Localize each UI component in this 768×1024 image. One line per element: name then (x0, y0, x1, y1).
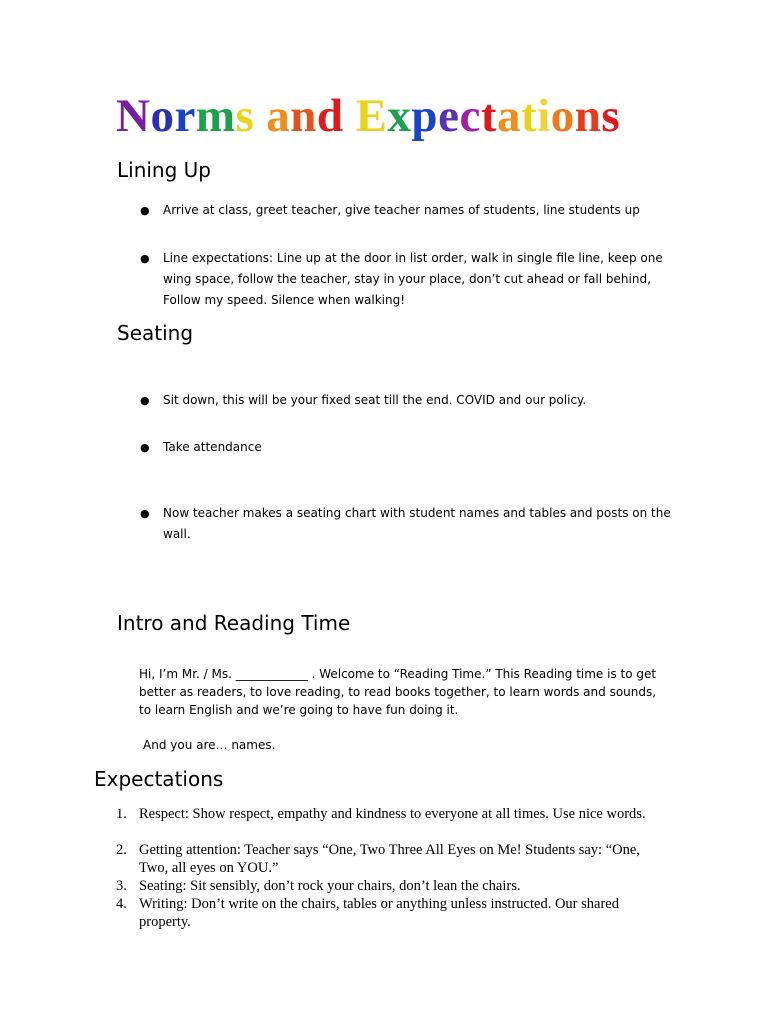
title-letter: o (550, 90, 575, 142)
bullet-icon: ● (140, 394, 150, 407)
bullet-icon: ● (140, 507, 150, 520)
list-item-text: Seating: Sit sensibly, don’t rock your chairs, don’t lean the chairs. (139, 878, 521, 894)
list-item-text: Take attendance (163, 440, 262, 454)
title-letter: c (459, 90, 481, 142)
title-letter: o (150, 90, 175, 142)
list-item (116, 841, 664, 877)
title-letter: s (601, 90, 621, 142)
section-heading-seating: Seating (117, 321, 194, 345)
bullet-icon: ● (140, 252, 150, 265)
list-item (140, 248, 673, 311)
title-letter: p (411, 90, 439, 142)
list-item-text: Getting attention: Teacher says “One, Two Three All Eyes on Me! Students say: “One, Two, all eyes on YOU.” (139, 842, 640, 876)
intro-paragraph: Hi, I’m Mr. / Ms. ____________ . Welcome to “Reading Time.” This Reading time is to get better as readers, to love reading, to read books together, to learn words and sounds, to learn English and we’re going to have fun doing it. (139, 667, 657, 717)
list-item (116, 877, 664, 895)
list-item (116, 895, 664, 931)
page-title (116, 86, 620, 146)
title-letter: s (235, 90, 255, 142)
list-item-text: Line expectations: Line up at the door in list order, walk in single file line, keep one wing space, follow the teacher, stay in your place, don’t cut ahead or fall behind, Follow my speed. Silence when walking! (163, 251, 663, 307)
list-item (116, 805, 664, 823)
title-letter: E (355, 90, 388, 142)
bullet-icon: ● (140, 204, 150, 217)
title-letter: e (438, 90, 460, 142)
title-letter: d (316, 90, 344, 142)
list-item-number: 4. (116, 896, 127, 912)
section-heading-lining-up: Lining Up (117, 158, 211, 182)
list-item-text: Now teacher makes a seating chart with student names and tables and posts on the wall. (163, 506, 671, 541)
bullet-icon: ● (140, 441, 150, 454)
title-letter: n (574, 90, 602, 142)
section-heading-expectations: Expectations (94, 767, 224, 791)
list-item (140, 503, 673, 545)
list-item-text: Writing: Don’t write on the chairs, tables or anything unless instructed. Our shared property. (139, 896, 619, 930)
list-item-number: 3. (116, 878, 127, 894)
names-line: And you are… names. (143, 738, 276, 752)
title-letter: n (290, 90, 317, 142)
title-letter: a (496, 90, 521, 142)
title-letter: a (266, 90, 291, 142)
list-item (140, 200, 673, 221)
list-item (140, 437, 673, 458)
list-item-number: 1. (116, 806, 127, 822)
list-item (140, 390, 673, 411)
list-item-text: Respect: Show respect, empathy and kindness to everyone at all times. Use nice words. (139, 806, 646, 822)
title-letter: m (195, 90, 236, 142)
list-item-number: 2. (116, 842, 127, 858)
list-item-text: Arrive at class, greet teacher, give teacher names of students, line students up (163, 203, 640, 217)
title-letter: i (537, 90, 551, 142)
title-letter: t (480, 90, 497, 142)
list-item-text: Sit down, this will be your fixed seat till the end. COVID and our policy. (163, 393, 587, 407)
title-letter: N (116, 90, 151, 142)
title-letter: t (520, 90, 538, 142)
section-heading-intro: Intro and Reading Time (117, 611, 351, 635)
title-letter: r (174, 90, 196, 142)
title-letter: x (387, 90, 412, 142)
